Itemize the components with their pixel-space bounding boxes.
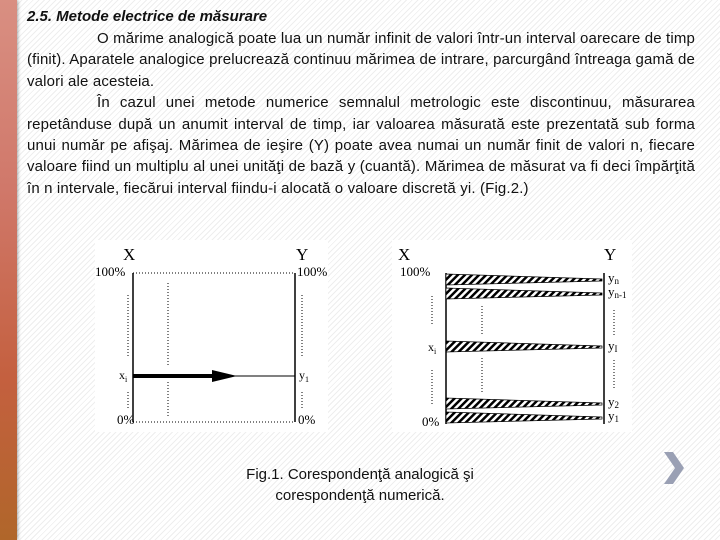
slide-sidebar-accent: [0, 0, 17, 540]
caption-line-1: Fig.1. Corespondenţă analogică şi: [246, 466, 474, 483]
y-axis-label: Y: [604, 245, 617, 264]
figure-numeric-correspondence: [392, 240, 632, 432]
y-marker-label: $y_1$: [299, 368, 309, 384]
paragraph-numeric-text: În cazul unei metode numerice semnalul metrologic este discontinuu, măsurarea repetânduse după un anumit interval de timp, iar valoarea măsurată este prezentată sub forma unui număr pe afişaj. Mărimea de ieşire (Y) poate avea numai un număr finit de valori n, fiecare valoare fiind un multiplu al unei unităţi de bază y (cuantă). Mărimea de măsurat va fi deci împărţită în n intervale, fiecărui interval fiindu-i alocată o valoare discretă yi. (Fig.2.): [27, 94, 695, 197]
caption-line-2: corespondenţă numerică.: [275, 487, 445, 504]
chevron-right-icon: [662, 448, 688, 488]
y-top-label: 100%: [297, 264, 328, 279]
section-title: 2.5. Metode electrice de măsurare: [27, 8, 268, 25]
figure-caption: [200, 464, 520, 506]
x-bottom-label: 0%: [117, 412, 135, 427]
figure-analog-correspondence: [95, 240, 328, 432]
paragraph-numeric: [27, 92, 695, 199]
level-label-y1: y1: [608, 408, 619, 424]
x-top-label: 100%: [400, 264, 431, 279]
x-bottom-label: 0%: [422, 414, 440, 429]
paragraph-analog-text: O mărime analogică poate lua un număr infinit de valori într-un interval oarecare de timp (finit). Aparatele analogice prelucrează continuu mărimea de intrare, parcurgând întreaga gamă de valori ale acesteia.: [27, 30, 695, 90]
slide-content: [27, 6, 695, 199]
y-bottom-label: 0%: [298, 412, 316, 427]
level-label-y2: y2: [608, 394, 619, 410]
x-marker-label: $x_i$: [428, 340, 437, 356]
x-marker-label: $x_i$: [119, 368, 128, 384]
next-slide-button[interactable]: [662, 448, 688, 488]
x-axis-label: X: [123, 245, 136, 264]
y-axis-label: Y: [296, 245, 309, 264]
x-axis-label: X: [398, 245, 411, 264]
x-top-label: 100%: [95, 264, 126, 279]
paragraph-analog: [27, 28, 695, 92]
level-label-yI: yI: [608, 338, 618, 354]
level-label-yn-1: yn-1: [608, 284, 627, 300]
level-label-yn: yn: [608, 270, 619, 286]
